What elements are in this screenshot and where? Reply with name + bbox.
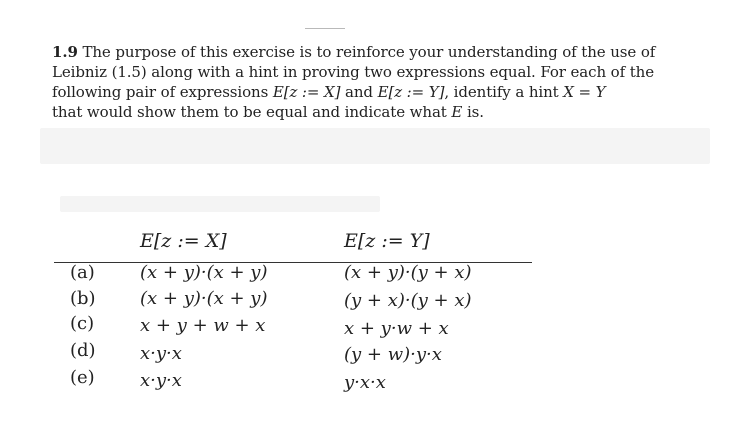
problem-line-4 xyxy=(52,102,692,122)
expression-right: E[z := Y] xyxy=(377,83,445,101)
cell-left: (x + y)·(x + y) xyxy=(140,288,268,309)
cell-right: y·x·x xyxy=(344,372,386,393)
cell-right: (x + y)·(y + x) xyxy=(344,262,472,283)
row-label: (d) xyxy=(70,340,96,361)
problem-line-1 xyxy=(52,42,692,62)
row-label: (b) xyxy=(70,288,96,309)
row-label: (c) xyxy=(70,313,95,334)
cell-left: x·y·x xyxy=(140,343,182,364)
column-header-left: E[z := X] xyxy=(140,230,227,252)
cell-left: (x + y)·(x + y) xyxy=(140,262,268,283)
cell-right: (y + w)·y·x xyxy=(344,344,442,365)
row-label: (e) xyxy=(70,367,95,388)
row-label: (a) xyxy=(70,262,95,283)
problem-number: 1.9 xyxy=(52,43,78,61)
problem-text-4: that would show them to be equal and indicate what xyxy=(52,103,447,121)
cell-right: (y + x)·(y + x) xyxy=(344,290,472,311)
background-smudge xyxy=(40,128,710,164)
is-text: is. xyxy=(466,103,484,121)
problem-text-3: following pair of expressions xyxy=(52,83,269,101)
problem-line-2: Leibniz (1.5) along with a hint in proving two expressions equal. For each of the xyxy=(52,63,654,81)
e-symbol: E xyxy=(451,103,463,121)
problem-text-1: The purpose of this exercise is to reinforce your understanding of the use of xyxy=(82,43,656,61)
expression-left: E[z := X] xyxy=(272,83,341,101)
problem-line-3 xyxy=(52,82,692,102)
background-smudge xyxy=(60,196,380,212)
problem-statement xyxy=(52,42,692,122)
top-divider xyxy=(305,28,345,29)
cell-right: x + y·w + x xyxy=(344,318,449,339)
and-text: and xyxy=(345,83,373,101)
cell-left: x·y·x xyxy=(140,370,182,391)
identify-text: , identify a hint xyxy=(444,83,559,101)
cell-left: x + y + w + x xyxy=(140,315,266,336)
column-header-right: E[z := Y] xyxy=(344,230,430,252)
hint-expression: X = Y xyxy=(563,83,606,101)
